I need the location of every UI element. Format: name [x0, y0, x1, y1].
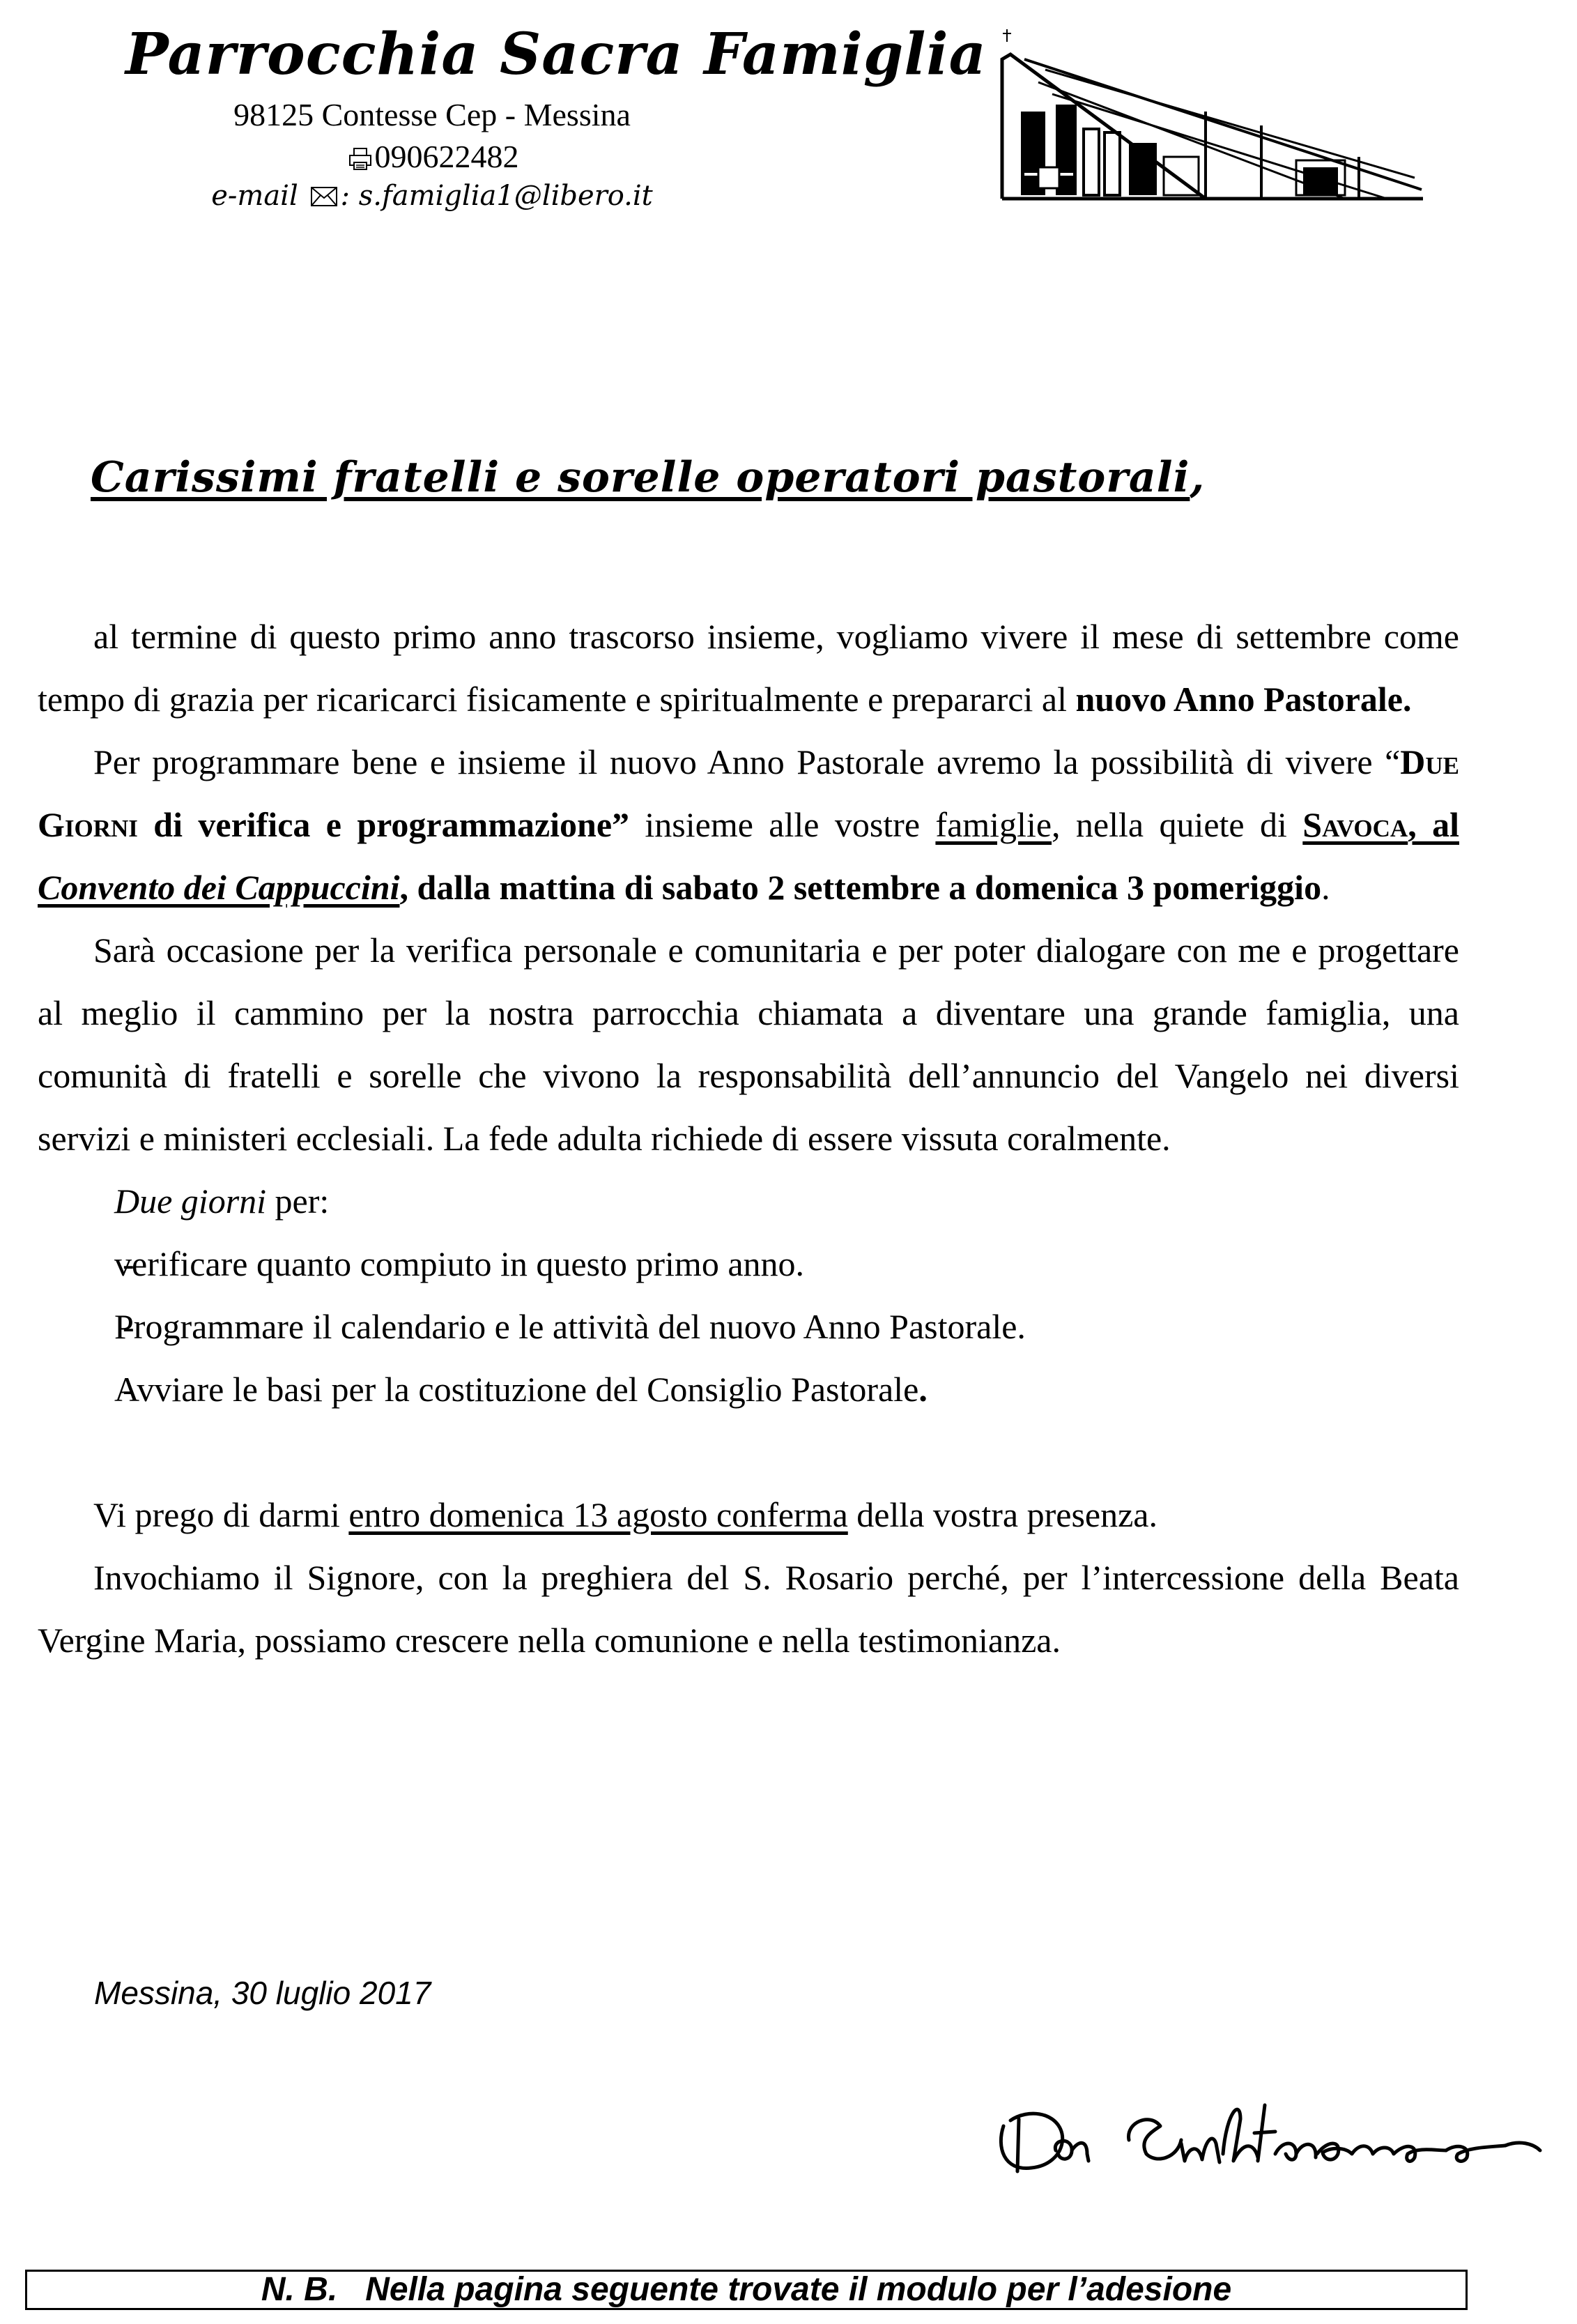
p2-famiglie: famiglie — [935, 805, 1052, 844]
list-item: - verificare quanto compiuto in questo primo anno. — [38, 1232, 1459, 1295]
p4-text: per: — [266, 1182, 330, 1221]
p4-due-giorni: Due giorni — [114, 1182, 267, 1221]
p5-text-1: Vi prego di darmi — [93, 1495, 349, 1534]
paragraph-6: Invochiamo il Signore, con la preghiera del S. Rosario perché, per l’intercessione della Beata Vergine Maria, possiamo crescere nella comunione e nella testimonianza. — [38, 1558, 1459, 1660]
p2-bold-2: di verifica e programmazione” — [137, 805, 630, 844]
p2-text-1: Per programmare bene e insieme il nuovo Anno Pastorale avremo la possibilità di vivere “ — [93, 742, 1401, 781]
fax-icon — [348, 142, 372, 178]
footer-note: N. B. Nella pagina seguente trovate il modulo per l’adesione — [261, 2271, 1232, 2308]
p2-period: . — [1321, 868, 1330, 907]
list-item-text: Avviare le basi per la costituzione del Consiglio Pastorale — [114, 1370, 919, 1409]
parish-phone: 090622482 — [374, 139, 519, 174]
p1-text: al termine di questo primo anno trascorso insieme, vogliamo vivere il mese di settembre come tempo di grazia per ricaricarci fisicamente e spiritualmente e prepararci al — [38, 617, 1459, 719]
p1-bold: nuovo Anno Pastorale. — [1075, 680, 1412, 719]
parish-email-line — [188, 180, 676, 214]
p2-savoca: Savoca — [1302, 805, 1408, 844]
greeting-suffix: , — [1190, 453, 1206, 502]
parish-phone-line — [188, 138, 676, 178]
paragraph-3: Sarà occasione per la verifica personale e comunitaria e per poter dialogare con me e progettare al meglio il cammino per la nostra parrocchia chiamata a diventare una grande famiglia, una comunità di fratelli e sorelle che vivono la responsabilità dell’annuncio del Vangelo nei diversi servizi e ministeri ecclesiali. La fede adulta richiede di essere vissuta coralmente. — [38, 931, 1459, 1158]
letter-body — [38, 605, 1459, 1672]
p2-dates: , dalla mattina di sabato 2 settembre a domenica 3 pomeriggio — [399, 868, 1322, 907]
list-item — [38, 1358, 1459, 1421]
email-separator: : — [340, 180, 350, 212]
parish-address: 98125 Contesse Cep - Messina — [233, 97, 631, 132]
greeting-text: Carissimi fratelli e sorelle operatori pastorali — [91, 453, 1190, 502]
greeting — [91, 453, 1205, 502]
spacer — [38, 1421, 1459, 1483]
p2-al: , al — [1408, 805, 1459, 844]
p2-text-2: insieme alle vostre — [629, 805, 936, 844]
dateline: Messina, 30 luglio 2017 — [94, 1975, 431, 2011]
email-label: e-mail — [211, 180, 298, 212]
parish-email: s.famiglia1@libero.it — [358, 180, 653, 212]
p5-text-2: della vostra presenza. — [847, 1495, 1158, 1534]
paragraph-1 — [38, 605, 1459, 731]
church-logo — [997, 28, 1429, 202]
paragraph-2 — [38, 731, 1459, 919]
paragraph-5 — [38, 1483, 1459, 1546]
signature — [990, 2084, 1561, 2182]
footer-note-box — [25, 2270, 1468, 2310]
list-item: - Programmare il calendario e le attività del nuovo Anno Pastorale. — [38, 1295, 1459, 1358]
envelope-icon — [310, 182, 338, 214]
p2-due-giorni: Due Giorni — [38, 742, 1459, 844]
paragraph-4 — [38, 1170, 1459, 1232]
goals-list — [38, 1232, 1459, 1421]
p2-convento: Convento dei Cappuccini — [38, 868, 400, 907]
p5-deadline: entro domenica 13 agosto conferma — [348, 1495, 848, 1534]
list-item-period: . — [918, 1370, 928, 1409]
parish-name: Parrocchia Sacra Famiglia — [125, 21, 987, 88]
p2-text-3: , nella quiete di — [1052, 805, 1303, 844]
